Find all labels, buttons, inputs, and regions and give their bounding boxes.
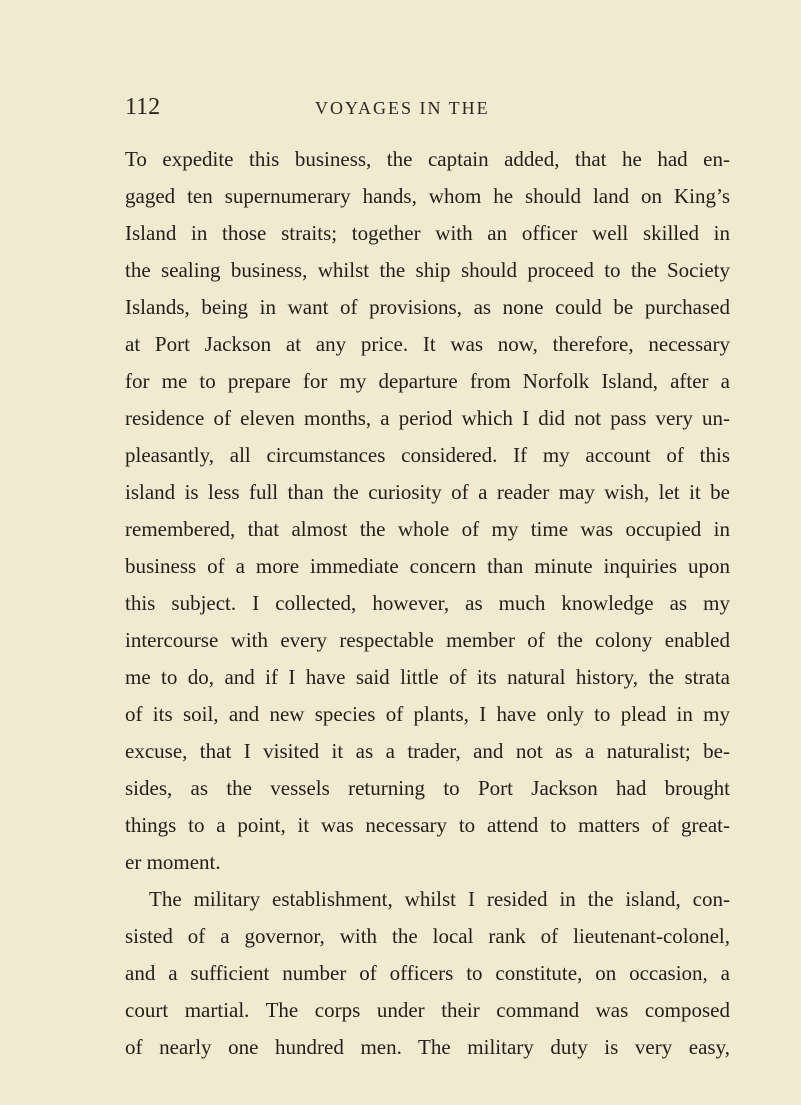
text-line: court martial. The corps under their command was composed	[125, 998, 730, 1022]
text-line: er moment.	[125, 850, 221, 874]
body-text	[125, 141, 730, 1066]
text-line: sisted of a governor, with the local rank of lieutenant-colonel,	[125, 924, 730, 948]
text-line: business of a more immediate concern than minute inquiries upon	[125, 554, 730, 578]
text-line: the sealing business, whilst the ship should proceed to the Society	[125, 258, 730, 282]
text-line: island is less full than the curiosity of a reader may wish, let it be	[125, 480, 730, 504]
text-line: Islands, being in want of provisions, as none could be purchased	[125, 295, 730, 319]
text-line: of its soil, and new species of plants, I have only to plead in my	[125, 702, 730, 726]
paragraph-2	[125, 881, 730, 1066]
text-line: of nearly one hundred men. The military duty is very easy,	[125, 1035, 730, 1059]
page-number: 112	[125, 94, 161, 120]
text-line: intercourse with every respectable member of the colony enabled	[125, 628, 730, 652]
text-line: gaged ten supernumerary hands, whom he should land on King’s	[125, 184, 730, 208]
text-line: for me to prepare for my departure from Norfolk Island, after a	[125, 369, 730, 393]
paragraph-1	[125, 141, 730, 881]
text-line: excuse, that I visited it as a trader, and not as a naturalist; be-	[125, 739, 730, 763]
text-line: and a sufficient number of officers to constitute, on occasion, a	[125, 961, 730, 985]
text-line: Island in those straits; together with an officer well skilled in	[125, 221, 730, 245]
text-line: this subject. I collected, however, as much knowledge as my	[125, 591, 730, 615]
text-line: residence of eleven months, a period which I did not pass very un-	[125, 406, 730, 430]
text-line: things to a point, it was necessary to attend to matters of great-	[125, 813, 730, 837]
text-line: remembered, that almost the whole of my time was occupied in	[125, 517, 730, 541]
text-line: sides, as the vessels returning to Port Jackson had brought	[125, 776, 730, 800]
page-header	[125, 93, 725, 123]
text-line: pleasantly, all circumstances considered. If my account of this	[125, 443, 730, 467]
text-line: To expedite this business, the captain added, that he had en-	[125, 147, 730, 171]
running-head: VOYAGES IN THE	[315, 98, 490, 118]
text-line: The military establishment, whilst I resided in the island, con-	[149, 887, 730, 911]
text-line: at Port Jackson at any price. It was now, therefore, necessary	[125, 332, 730, 356]
text-line: me to do, and if I have said little of its natural history, the strata	[125, 665, 730, 689]
